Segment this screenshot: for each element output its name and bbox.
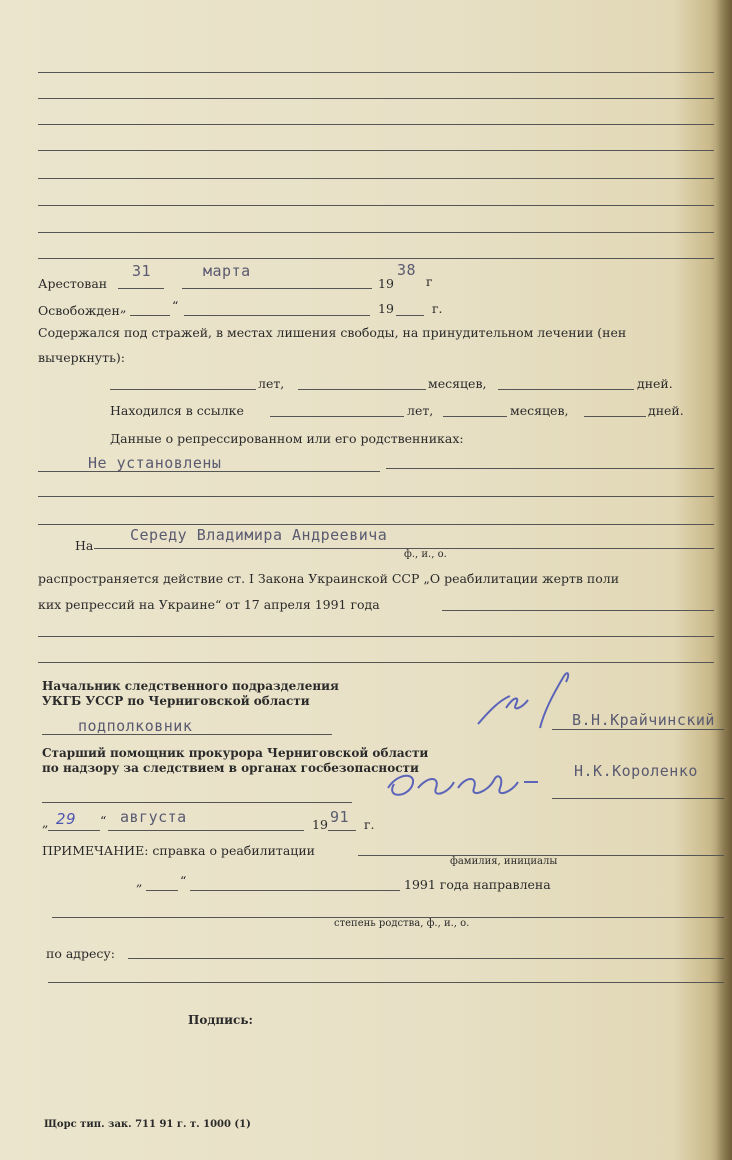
custody-days: дней.: [637, 376, 673, 391]
address-label: по адресу:: [46, 946, 115, 961]
blank-line: [38, 258, 714, 259]
head-rank-line: [42, 734, 332, 735]
exile-days-line: [584, 416, 646, 417]
head-title-2: УКГБ УССР по Черниговской области: [42, 694, 310, 708]
law-trailing-line: [442, 610, 714, 611]
released-quote-open: „: [120, 300, 127, 315]
released-year-prefix: 19: [378, 301, 394, 316]
relatives-value: Не установлены: [88, 454, 222, 472]
note-quote-open: „: [136, 874, 143, 889]
note-label: ПРИМЕЧАНИЕ: справка о реабилитации: [42, 843, 315, 858]
date-month: августа: [120, 808, 187, 826]
arrested-year-suffix: 38: [397, 261, 417, 279]
exile-years-line: [270, 416, 404, 417]
law-line-2: ких репрессий на Украине“ от 17 апреля 1991 года: [38, 597, 380, 612]
released-year-line: [396, 315, 424, 316]
arrested-day: 31: [132, 262, 152, 280]
released-label: Освобожден: [38, 303, 120, 318]
prosecutor-signature: [378, 758, 548, 808]
released-year-letter: г.: [432, 301, 443, 316]
custody-years-line: [110, 389, 256, 390]
blank-line: [38, 205, 714, 206]
custody-months: месяцев,: [428, 376, 487, 391]
exile-months: месяцев,: [510, 403, 569, 418]
exile-days: дней.: [648, 403, 684, 418]
relatives-label: Данные о репрессированном или его родственниках:: [110, 431, 464, 446]
date-year-suffix: 91: [330, 808, 350, 826]
relatives-line-2: [38, 496, 714, 497]
custody-years: лет,: [258, 376, 285, 391]
custody-text-1: Содержался под стражей, в местах лишения свободы, на принудительном лечении (нен: [38, 325, 627, 340]
relatives-line-1a: [38, 471, 380, 472]
note-day-line: [146, 890, 178, 891]
blank-line: [38, 124, 714, 125]
print-footer: Щорс тип. зак. 711 91 г. т. 1000 (1): [44, 1119, 251, 1130]
note-sent: 1991 года направлена: [404, 877, 551, 892]
relatives-line-3: [38, 524, 714, 525]
note-caption-1: фамилия, инициалы: [450, 856, 558, 867]
head-name: В.Н.Крайчинский: [572, 711, 715, 729]
note-month-line: [190, 890, 400, 891]
blank-line: [38, 150, 714, 151]
released-month-line: [184, 315, 370, 316]
released-quote-close: “: [172, 298, 179, 313]
head-rank: подполковник: [78, 717, 193, 735]
date-year-line: [328, 830, 356, 831]
prosecutor-name: Н.К.Короленко: [574, 762, 698, 780]
arrested-month-line: [182, 288, 372, 289]
arrested-year-prefix: 19: [378, 276, 394, 291]
law-blank-line-2: [38, 662, 714, 663]
signature-label: Подпись:: [188, 1013, 253, 1027]
person-caption: ф., и., о.: [404, 549, 447, 560]
exile-years: лет,: [407, 403, 434, 418]
custody-days-line: [498, 389, 634, 390]
blank-line: [38, 98, 714, 99]
law-line-1: распространяется действие ст. I Закона Украинской ССР „О реабилитации жертв поли: [38, 571, 620, 586]
date-quote-close: “: [100, 813, 107, 828]
date-day: 29: [56, 810, 77, 828]
law-blank-line-1: [38, 636, 714, 637]
blank-line: [38, 178, 714, 179]
head-title-1: Начальник следственного подразделения: [42, 679, 339, 693]
arrested-month: марта: [203, 262, 251, 280]
prosecutor-title-1: Старший помощник прокурора Черниговской области: [42, 746, 429, 760]
blank-line: [38, 72, 714, 73]
date-year-prefix: 19: [312, 817, 328, 832]
custody-months-line: [298, 389, 426, 390]
prosecutor-name-line: [552, 798, 724, 799]
note-quote-close: “: [180, 873, 187, 888]
page-edge-shadow: [716, 0, 732, 1160]
person-name: Середу Владимира Андреевича: [130, 526, 388, 544]
note-caption-2: степень родства, ф., и., о.: [334, 918, 470, 929]
address-line-1: [128, 958, 724, 959]
blank-line: [38, 232, 714, 233]
relatives-line-1b: [386, 468, 714, 469]
date-month-line: [108, 830, 304, 831]
custody-text-2: вычеркнуть):: [38, 350, 125, 365]
prosecutor-title-2: по надзору за следствием в органах госбезопасности: [42, 761, 419, 775]
address-line-2: [48, 982, 724, 983]
person-prefix: На: [75, 538, 94, 553]
date-day-line: [48, 830, 100, 831]
released-day-line: [130, 315, 170, 316]
date-year-letter: г.: [364, 817, 375, 832]
arrested-year-letter: г: [426, 274, 433, 289]
head-signature: [470, 666, 600, 756]
arrested-day-line: [118, 288, 164, 289]
date-quote-open: „: [42, 815, 49, 830]
exile-months-line: [443, 416, 507, 417]
exile-label: Находился в ссылке: [110, 403, 244, 418]
arrested-label: Арестован: [38, 276, 108, 291]
prosecutor-blank-line: [42, 802, 352, 803]
